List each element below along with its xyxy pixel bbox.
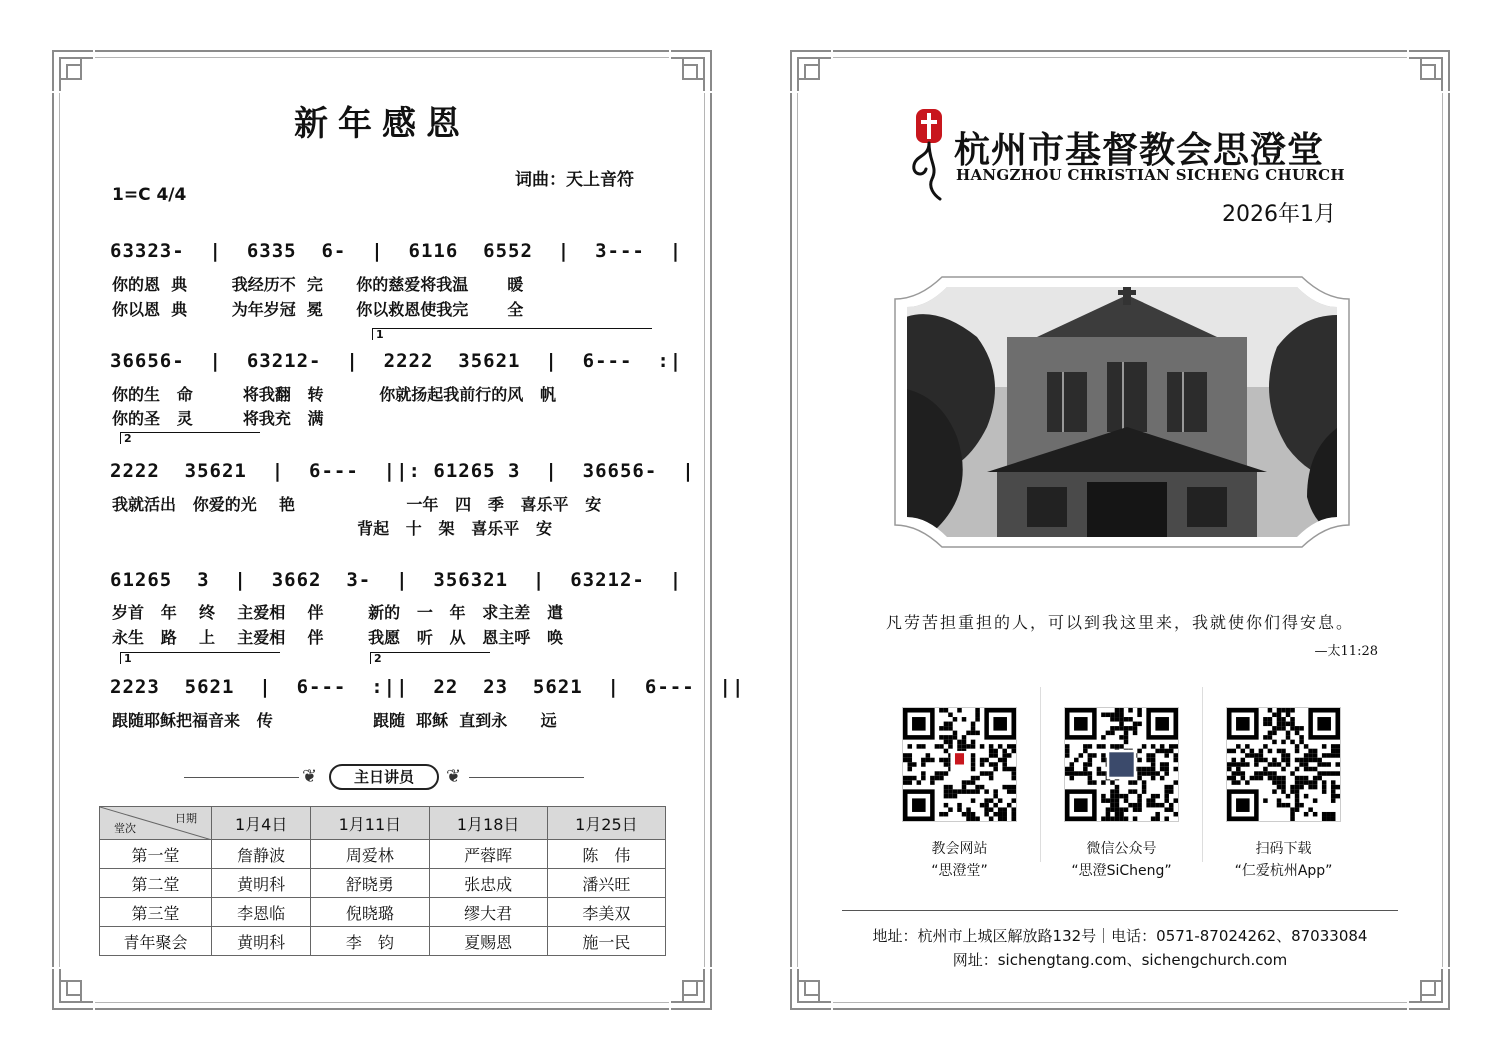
session-axis-label: 堂次 (114, 822, 136, 835)
preacher-cell: 张忠成 (429, 869, 547, 898)
notation: 36656- | 63212- | 2222 35621 | 6--- :| (110, 350, 683, 372)
lyric-line: 你的圣 灵 将我充 满 (112, 409, 324, 428)
score-line (110, 569, 683, 594)
qr-app-download[interactable] (1226, 707, 1341, 882)
date-axis-label: 日期 (175, 812, 197, 825)
frame-corner-ornament (789, 967, 833, 1011)
issue-date: 2026年1月 (1222, 202, 1336, 227)
notation: 61265 3 | 3662 3- | 356321 | 63212- | (110, 569, 683, 591)
preacher-cell: 李 钧 (311, 927, 429, 956)
church-name-chinese: 杭州市基督教会思澄堂 (954, 130, 1325, 171)
church-building-photo (887, 267, 1357, 557)
table-header-row (100, 807, 666, 840)
qr-label (902, 838, 1017, 882)
church-logo-icon (902, 107, 962, 202)
second-ending-bracket: 2 (370, 652, 490, 664)
church-website: 网址：sichengtang.com、sichengchurch.com (952, 951, 1288, 969)
preacher-cell: 李美双 (547, 898, 665, 927)
session-cell: 青年聚会 (100, 927, 212, 956)
preacher-cell: 周爱林 (311, 840, 429, 869)
score-line (110, 460, 695, 485)
preacher-cell: 施一民 (547, 927, 665, 956)
preacher-banner-label: 主日讲员 (329, 764, 439, 790)
preacher-cell: 倪晓璐 (311, 898, 429, 927)
hymn-credit: 词曲：天上音符 (515, 170, 634, 190)
qr-label (1226, 838, 1341, 882)
notation: 2222 35621 | 6--- ||: 61265 3 | 36656- | (110, 460, 695, 482)
frame-corner-ornament (669, 49, 713, 93)
score-line (110, 350, 683, 375)
table-row (100, 898, 666, 927)
lyric-line: 你的恩 典 我经历不 完 你的慈爱将我温 暖 (112, 275, 524, 294)
qr-code-icon[interactable] (902, 707, 1017, 822)
preacher-cell: 詹静波 (212, 840, 311, 869)
qr-label-line: “思澄SiCheng” (1071, 863, 1172, 879)
session-cell: 第一堂 (100, 840, 212, 869)
lyric-line: 你以恩 典 为年岁冠 冕 你以救恩使我完 全 (112, 300, 524, 319)
lyric-line: 背起 十 架 喜乐平 安 (112, 519, 552, 538)
second-ending-bracket: 2 (120, 432, 260, 444)
lyric-line: 岁首 年 终 主爱相 伴 新的 一 年 求主差 遣 (112, 603, 563, 622)
session-cell: 第三堂 (100, 898, 212, 927)
preacher-cell: 夏赐恩 (429, 927, 547, 956)
preacher-cell: 黄明科 (212, 869, 311, 898)
lyric-line: 跟随耶稣把福音来 传 跟随 耶稣 直到永 远 (112, 711, 557, 730)
bible-verse: 凡劳苦担重担的人，可以到我这里来，我就使你们得安息。 (885, 613, 1354, 632)
first-ending-bracket: 1 (372, 328, 652, 340)
divider (469, 777, 584, 778)
lyric-line: 你的生 命 将我翻 转 你就扬起我前行的风 帆 (112, 385, 556, 404)
table-row (100, 840, 666, 869)
qr-code-icon[interactable] (1064, 707, 1179, 822)
qr-wechat[interactable] (1064, 707, 1179, 882)
qr-label-line: “思澄堂” (931, 863, 988, 879)
preacher-cell: 陈 伟 (547, 840, 665, 869)
lyric-line: 我就活出 你爱的光 艳 一年 四 季 喜乐平 安 (112, 495, 602, 514)
frame-corner-ornament (1407, 49, 1451, 93)
date-header: 1月11日 (311, 807, 429, 840)
table-row (100, 869, 666, 898)
bible-verse-reference: —太11:28 (1314, 644, 1378, 659)
hymn-page (52, 50, 745, 1010)
preacher-cell: 严蓉晖 (429, 840, 547, 869)
date-header: 1月4日 (212, 807, 311, 840)
divider (1202, 687, 1203, 862)
table-corner-cell (100, 807, 212, 840)
notation: 63323- | 6335 6- | 6116 6552 | 3--- | (110, 240, 683, 262)
preacher-cell: 缪大君 (429, 898, 547, 927)
qr-label-line: 微信公众号 (1086, 841, 1157, 857)
lyric-line: 永生 路 上 主爱相 伴 我愿 听 从 恩主呼 唤 (112, 628, 563, 647)
divider (1040, 687, 1041, 862)
date-header: 1月18日 (429, 807, 547, 840)
frame-corner-ornament (669, 967, 713, 1011)
table-row (100, 927, 666, 956)
preacher-cell: 黄明科 (212, 927, 311, 956)
first-ending-bracket: 1 (120, 652, 280, 664)
hymn-title: 新年感恩 (294, 104, 470, 144)
session-cell: 第二堂 (100, 869, 212, 898)
qr-label-line: 教会网站 (931, 841, 988, 857)
church-info-page (790, 50, 1450, 1010)
church-name-english: HANGZHOU CHRISTIAN SICHENG CHURCH (956, 166, 1345, 184)
cloud-ornament-icon: ❦ (446, 766, 462, 787)
qr-label (1064, 838, 1179, 882)
preacher-cell: 李恩临 (212, 898, 311, 927)
score-line (110, 240, 683, 265)
frame-corner-ornament (51, 49, 95, 93)
qr-label-line: “仁爱杭州App” (1234, 863, 1333, 879)
frame-corner-ornament (789, 49, 833, 93)
divider (842, 910, 1398, 911)
preacher-banner (184, 764, 584, 792)
qr-website[interactable] (902, 707, 1017, 882)
preacher-cell: 潘兴旺 (547, 869, 665, 898)
preacher-cell: 舒晓勇 (311, 869, 429, 898)
frame-corner-ornament (51, 967, 95, 1011)
cloud-ornament-icon: ❦ (302, 766, 318, 787)
divider (184, 777, 299, 778)
qr-label-line: 扫码下载 (1255, 841, 1312, 857)
score-line (110, 676, 745, 701)
date-header: 1月25日 (547, 807, 665, 840)
frame-corner-ornament (1407, 967, 1451, 1011)
church-address: 地址：杭州市上城区解放路132号｜电话：0571-87024262、87033084 (872, 927, 1368, 945)
key-signature: 1=C 4/4 (112, 185, 187, 205)
qr-code-icon[interactable] (1226, 707, 1341, 822)
preacher-schedule-table (99, 806, 666, 956)
notation: 2223 5621 | 6--- :|| 22 23 5621 | 6--- || (110, 676, 745, 698)
